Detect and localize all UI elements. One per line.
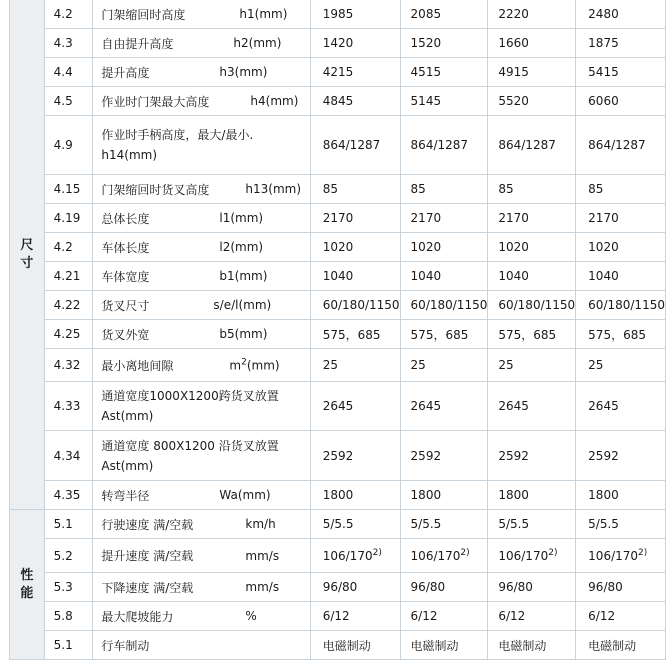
value-cell: [310, 631, 400, 660]
value-text: 2592: [498, 448, 529, 463]
value-text: 5/5.5: [322, 517, 354, 531]
value-text: 5520: [498, 94, 529, 108]
value-cell: [576, 233, 666, 262]
param-name: 货叉外宽: [101, 327, 150, 342]
value-cell: [400, 233, 488, 262]
param-unit-base: mm/s: [245, 548, 280, 563]
value-cell: [576, 539, 666, 573]
value-text: 864/1287: [322, 138, 381, 152]
table-row: [10, 631, 666, 660]
value-cell: [488, 29, 576, 58]
value-text: 6/12: [588, 609, 616, 623]
value-text: 1020: [410, 240, 442, 254]
param-cell: [93, 539, 310, 573]
param-cell: [93, 291, 310, 320]
param-name: 行驶速度 满/空载: [101, 517, 194, 532]
value-text: 5/5.5: [588, 517, 619, 531]
value-cell: [488, 0, 576, 29]
value-text: 60/180/1150: [322, 298, 400, 312]
section-label: [10, 510, 45, 660]
value-text: 5/5.5: [498, 517, 530, 531]
table-row: [10, 431, 666, 481]
value-cell: [400, 204, 488, 233]
param-unit: [219, 211, 263, 225]
value-text: 电磁制动: [410, 638, 459, 653]
table-row: [10, 87, 666, 116]
item-code: 4.21: [44, 262, 93, 291]
param-name: 门架缩回时货叉高度: [101, 182, 210, 197]
value-text: 575，685: [410, 327, 469, 342]
param-unit-base: m: [229, 358, 242, 373]
value-cell: [400, 573, 488, 602]
param-unit: [219, 327, 267, 341]
param-cell: [93, 175, 310, 204]
value-cell: [310, 349, 400, 382]
spec-table: [9, 0, 666, 660]
param-unit: [229, 358, 279, 373]
value-text: 2645: [588, 399, 619, 413]
item-code: 5.8: [44, 602, 93, 631]
value-text: 864/1287: [588, 138, 646, 152]
value-text: 1875: [588, 36, 619, 50]
item-code: 4.2: [44, 233, 93, 262]
value-cell: [400, 510, 488, 539]
param-cell: [93, 87, 310, 116]
value-text: 106/170: [410, 549, 461, 563]
value-cell: [576, 175, 666, 204]
param-name: 提升高度: [101, 65, 150, 80]
table-row: [10, 510, 666, 539]
value-cell: [310, 320, 400, 349]
value-text: 6/12: [410, 609, 438, 623]
value-cell: [400, 29, 488, 58]
value-cell: [400, 291, 488, 320]
value-cell: [576, 602, 666, 631]
param-cell: [93, 233, 310, 262]
param-unit-base: h4(mm): [250, 94, 299, 108]
param-unit-sup: 2: [241, 357, 247, 368]
table-row: [10, 29, 666, 58]
table-row: [10, 291, 666, 320]
value-text: 106/170: [498, 549, 549, 563]
param-name: 货叉尺寸: [101, 298, 150, 313]
param-unit-base: %: [245, 609, 257, 623]
value-cell: [576, 573, 666, 602]
value-text: 4915: [498, 65, 529, 79]
item-code: 5.1: [44, 631, 93, 660]
value-cell: [576, 204, 666, 233]
param-cell: [93, 204, 310, 233]
param-unit-base: h13(mm): [245, 182, 302, 196]
param-name: 作业时手柄高度，最大/最小.: [101, 128, 254, 142]
value-cell: [310, 481, 400, 510]
param-unit: [245, 549, 279, 563]
table-row: [10, 0, 666, 29]
param-unit-base: Wa(mm): [219, 488, 271, 502]
param-unit: [213, 298, 271, 312]
value-text: 106/170: [588, 549, 639, 563]
param-unit: h14(mm): [101, 148, 158, 162]
value-text: 1800: [588, 488, 619, 502]
value-text: 1800: [410, 488, 442, 502]
value-text: 2170: [588, 211, 619, 225]
value-cell: [576, 481, 666, 510]
value-cell: [310, 431, 400, 481]
value-cell: [400, 58, 488, 87]
value-text: 1020: [322, 240, 354, 254]
param-unit: [245, 517, 275, 531]
value-cell: [400, 431, 488, 481]
value-cell: [310, 291, 400, 320]
item-code: 4.3: [44, 29, 93, 58]
value-footnote: 2): [638, 548, 648, 558]
section-label-text: 性能: [20, 567, 34, 601]
value-cell: [310, 510, 400, 539]
param-name: 通道宽度1000X1200跨货叉放置: [101, 389, 279, 403]
value-text: 1420: [322, 36, 354, 50]
value-text: 1040: [498, 269, 529, 283]
param-name: 提升速度 满/空载: [101, 549, 194, 563]
value-cell: [400, 87, 488, 116]
param-name: 转弯半径: [101, 488, 150, 503]
value-cell: [400, 631, 488, 660]
value-text: 25: [410, 358, 426, 372]
value-text: 2592: [410, 448, 442, 463]
param-cell: [93, 382, 310, 431]
value-text: 6060: [588, 94, 619, 108]
param-unit-base: s/e/l(mm): [213, 298, 272, 312]
param-cell: [93, 431, 310, 481]
param-cell: [93, 320, 310, 349]
value-text: 96/80: [322, 580, 358, 594]
item-code: 4.9: [44, 116, 93, 175]
value-text: 106/170: [322, 549, 373, 563]
param-unit-base: l2(mm): [219, 240, 264, 254]
value-text: 25: [322, 358, 339, 372]
section-label: [10, 0, 45, 510]
table-row: [10, 175, 666, 204]
item-code: 4.25: [44, 320, 93, 349]
value-cell: [310, 539, 400, 573]
param-name: 最小离地间隙: [101, 358, 174, 373]
value-text: 85: [410, 182, 426, 196]
param-name: 最大爬坡能力: [101, 609, 174, 624]
value-cell: [310, 382, 400, 431]
param-cell: [93, 262, 310, 291]
item-code: 4.2: [44, 0, 93, 29]
value-text: 96/80: [498, 580, 533, 594]
value-cell: [488, 116, 576, 175]
value-cell: [310, 602, 400, 631]
value-text: 4215: [322, 65, 354, 79]
value-cell: [400, 539, 488, 573]
param-name: 下降速度 满/空载: [101, 580, 194, 595]
item-code: 5.2: [44, 539, 93, 573]
value-cell: [576, 382, 666, 431]
param-cell: [93, 510, 310, 539]
table-row: [10, 233, 666, 262]
value-text: 1985: [322, 7, 354, 21]
value-cell: [488, 58, 576, 87]
param-name: 自由提升高度: [101, 36, 174, 51]
param-cell: [93, 58, 310, 87]
table-row: [10, 573, 666, 602]
value-cell: [400, 175, 488, 204]
param-name: 总体长度: [101, 211, 150, 226]
value-cell: [488, 602, 576, 631]
param-name: 作业时门架最大高度: [101, 94, 210, 109]
value-cell: [576, 291, 666, 320]
param-cell: [93, 481, 310, 510]
value-cell: [576, 320, 666, 349]
value-cell: [576, 510, 666, 539]
param-name: 门架缩回时高度: [101, 7, 186, 22]
param-unit: [245, 580, 279, 594]
value-text: 6/12: [322, 609, 350, 623]
value-cell: [488, 510, 576, 539]
param-unit: [219, 240, 263, 254]
param-cell: [93, 116, 310, 175]
value-text: 6/12: [498, 609, 526, 623]
value-text: 85: [588, 182, 604, 196]
value-text: 2592: [588, 448, 619, 463]
value-text: 5415: [588, 65, 619, 79]
value-cell: [576, 631, 666, 660]
value-text: 1020: [498, 240, 529, 254]
value-text: 1800: [322, 488, 354, 502]
table-row: [10, 481, 666, 510]
param-unit: [245, 609, 256, 623]
value-cell: [310, 87, 400, 116]
value-text: 96/80: [410, 580, 446, 594]
value-text: 1040: [588, 269, 619, 283]
value-cell: [400, 602, 488, 631]
param-unit-base: km/h: [245, 517, 276, 531]
value-text: 2592: [322, 448, 354, 463]
value-text: 1800: [498, 488, 529, 502]
value-cell: [576, 0, 666, 29]
value-cell: [310, 262, 400, 291]
param-unit: [239, 7, 287, 21]
item-code: 4.34: [44, 431, 93, 481]
value-cell: [400, 116, 488, 175]
value-text: 96/80: [588, 580, 623, 594]
value-text: 1040: [410, 269, 442, 283]
value-cell: [400, 262, 488, 291]
value-cell: [488, 204, 576, 233]
value-text: 2645: [322, 399, 354, 413]
value-text: 电磁制动: [498, 638, 547, 653]
item-code: 5.1: [44, 510, 93, 539]
value-cell: [310, 233, 400, 262]
value-cell: [576, 349, 666, 382]
param-unit-tail: (mm): [246, 358, 280, 373]
param-unit: [233, 36, 281, 50]
value-text: 2085: [410, 7, 442, 21]
value-cell: [488, 262, 576, 291]
param-unit: [219, 269, 267, 283]
value-cell: [488, 573, 576, 602]
table-row: [10, 539, 666, 573]
value-text: 575，685: [588, 327, 646, 342]
value-text: 电磁制动: [322, 638, 371, 653]
value-text: 4515: [410, 65, 442, 79]
value-text: 5145: [410, 94, 442, 108]
param-name: 车体宽度: [101, 269, 150, 284]
param-name: 车体长度: [101, 240, 150, 255]
value-cell: [310, 58, 400, 87]
param-unit-base: b5(mm): [219, 327, 268, 341]
param-cell: [93, 602, 310, 631]
table-row: [10, 320, 666, 349]
param-unit: Ast(mm): [101, 458, 154, 473]
value-text: 25: [498, 358, 514, 372]
param-unit: Ast(mm): [101, 409, 154, 423]
param-cell: [93, 0, 310, 29]
item-code: 4.22: [44, 291, 93, 320]
value-cell: [488, 233, 576, 262]
param-name: 通道宽度 800X1200 沿货叉放置: [101, 438, 279, 453]
table-row: [10, 58, 666, 87]
value-text: 575，685: [498, 327, 557, 342]
value-cell: [400, 481, 488, 510]
table-row: [10, 349, 666, 382]
value-footnote: 2): [548, 548, 558, 558]
value-cell: [488, 87, 576, 116]
item-code: 4.19: [44, 204, 93, 233]
value-cell: [576, 262, 666, 291]
value-text: 60/180/1150: [498, 298, 576, 312]
value-text: 85: [498, 182, 514, 196]
param-unit: [219, 65, 267, 79]
value-cell: [576, 116, 666, 175]
value-cell: [310, 573, 400, 602]
param-cell: [93, 349, 310, 382]
value-cell: [488, 291, 576, 320]
value-text: 2170: [410, 211, 442, 225]
item-code: 4.32: [44, 349, 93, 382]
table-row: [10, 116, 666, 175]
value-cell: [400, 320, 488, 349]
value-text: 电磁制动: [588, 638, 637, 653]
value-text: 85: [322, 182, 339, 196]
value-text: 1040: [322, 269, 354, 283]
param-unit-base: h2(mm): [233, 36, 282, 50]
value-cell: [576, 87, 666, 116]
value-text: 864/1287: [410, 138, 469, 152]
param-unit-base: mm/s: [245, 580, 280, 594]
item-code: 5.3: [44, 573, 93, 602]
value-text: 60/180/1150: [410, 298, 488, 312]
item-code: 4.15: [44, 175, 93, 204]
value-cell: [310, 0, 400, 29]
table-row: [10, 602, 666, 631]
value-text: 2220: [498, 7, 529, 21]
value-text: 1020: [588, 240, 619, 254]
value-text: 2170: [498, 211, 529, 225]
value-text: 864/1287: [498, 138, 556, 152]
table-row: [10, 382, 666, 431]
value-footnote: 2): [372, 548, 382, 558]
value-cell: [310, 116, 400, 175]
value-cell: [488, 631, 576, 660]
value-text: 60/180/1150: [588, 298, 665, 312]
value-cell: [576, 29, 666, 58]
value-cell: [576, 431, 666, 481]
value-text: 2645: [498, 399, 529, 413]
value-text: 2480: [588, 7, 619, 21]
value-text: 2645: [410, 399, 442, 413]
value-text: 1520: [410, 36, 442, 50]
param-unit: [245, 182, 301, 196]
value-text: 2170: [322, 211, 354, 225]
value-cell: [400, 349, 488, 382]
value-cell: [310, 204, 400, 233]
value-text: 4845: [322, 94, 354, 108]
value-text: 25: [588, 358, 604, 372]
table-row: [10, 204, 666, 233]
section-label-text: 尺寸: [20, 237, 34, 271]
value-text: 5/5.5: [410, 517, 442, 531]
value-cell: [576, 58, 666, 87]
item-code: 4.33: [44, 382, 93, 431]
value-cell: [488, 539, 576, 573]
param-unit-base: b1(mm): [219, 269, 268, 283]
param-unit: [250, 94, 298, 108]
value-text: 575，685: [322, 327, 381, 342]
param-name: 行车制动: [101, 638, 150, 653]
value-cell: [488, 481, 576, 510]
value-cell: [488, 320, 576, 349]
value-cell: [488, 431, 576, 481]
param-cell: [93, 29, 310, 58]
item-code: 4.4: [44, 58, 93, 87]
value-text: 1660: [498, 36, 529, 50]
param-unit-base: h3(mm): [219, 65, 268, 79]
value-cell: [488, 382, 576, 431]
item-code: 4.5: [44, 87, 93, 116]
param-cell: [93, 573, 310, 602]
param-cell: [93, 631, 310, 660]
param-unit: [219, 488, 270, 502]
value-cell: [400, 382, 488, 431]
value-cell: [488, 349, 576, 382]
table-row: [10, 262, 666, 291]
param-unit-base: l1(mm): [219, 211, 264, 225]
value-cell: [400, 0, 488, 29]
value-cell: [310, 29, 400, 58]
item-code: 4.35: [44, 481, 93, 510]
value-cell: [488, 175, 576, 204]
value-footnote: 2): [460, 548, 470, 558]
param-unit-base: h1(mm): [239, 7, 288, 21]
value-cell: [310, 175, 400, 204]
